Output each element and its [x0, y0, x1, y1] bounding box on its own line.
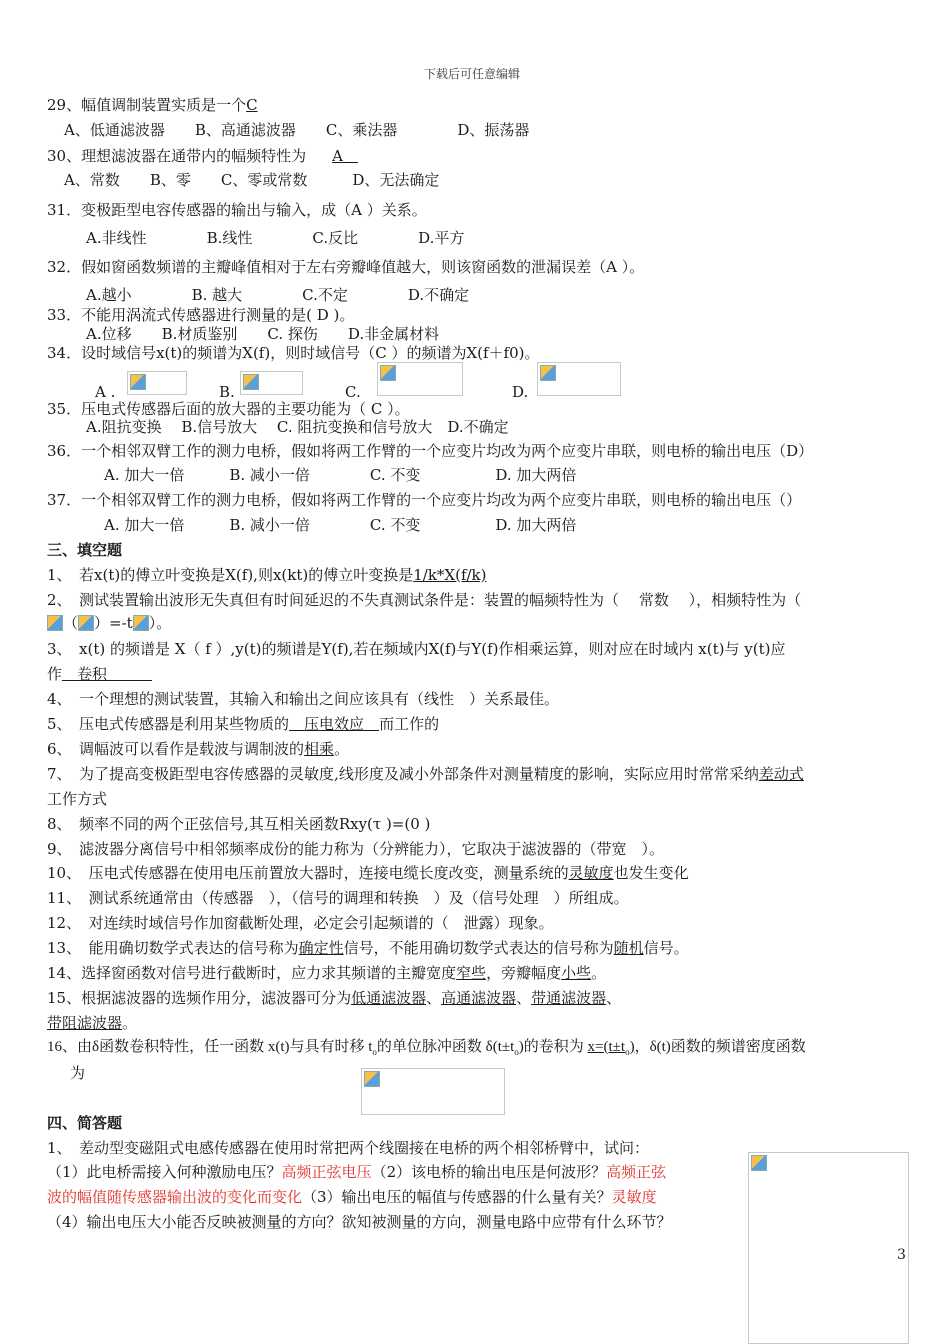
question-29: [47, 94, 258, 116]
short-answer-1-line4: （4）输出电压大小能否反映被测量的方向？欲知被测量的方向，测量电路中应带有什么环节？: [47, 1213, 672, 1231]
image-icon: [243, 374, 259, 390]
option-a-image: [127, 371, 187, 395]
fill-16: 16、由δ函数卷积特性，任一函数 x(t)与具有时移 $t_o$的单位脉冲函数 $\delta(t\pm t_o)$的卷积为 $x=(t\pm t_o)$，δ(t)函数的频谱密度函数: [47, 1039, 806, 1057]
fill-5: 5、 压电式传感器是利用某些物质的 压电效应 而工作的: [47, 715, 440, 733]
circuit-figure-image: [748, 1152, 909, 1344]
question-32-options: A.越小 B. 越大 C.不定 D.不确定: [86, 286, 470, 304]
fill-14: 14、选择窗函数对信号进行截断时，应力求其频谱的主瓣宽度窄些，旁瓣幅度小些。: [47, 964, 607, 982]
fill-6: 6、 调幅波可以看作是载波与调制波的相乘。: [47, 740, 350, 758]
fill-7: 7、 为了提高变极距型电容传感器的灵敏度,线形度及减小外部条件对测量精度的影响，实际应用时常常采纳差动式: [47, 765, 804, 783]
fill-13: 13、 能用确切数学式表达的信号称为确定性信号，不能用确切数学式表达的信号称为随机信号。: [47, 939, 689, 957]
answer: C: [246, 96, 258, 114]
fill-3: 3、 x(t) 的频谱是 X（ f ）,y(t)的频谱是Y(f),若在频域内X(f)与Y(f)作相乘运算，则对应在时域内 x(t)与 y(t)应: [47, 640, 786, 658]
fill-3-cont: 作 卷积: [47, 665, 153, 683]
image-icon: [130, 374, 146, 390]
option-c-image: [377, 362, 463, 396]
fill-10: 10、 压电式传感器在使用电压前置放大器时，连接电缆长度改变，测量系统的灵敏度也发生变化: [47, 864, 689, 882]
fill-7-cont: 工作方式: [47, 790, 108, 808]
question-31: 31．变极距型电容传感器的输出与输入，成（A ）关系。: [47, 201, 427, 219]
question-33-options: A.位移 B.材质鉴别 C. 探伤 D.非金属材料: [86, 325, 440, 343]
option-d-label: D.: [512, 383, 529, 401]
option-d-image: [537, 362, 621, 396]
question-29-options: A、低通滤波器 B、高通滤波器 C、乘法器 D、振荡器: [64, 121, 530, 139]
fill-1: 1、 若x(t)的傅立叶变换是X(f),则x(kt)的傅立叶变换是1/k*X(f/k): [47, 566, 487, 584]
section-heading-fill-in: 三、填空题: [47, 541, 123, 559]
question-text: 29、幅值调制装置实质是一个: [47, 96, 247, 114]
fill-4: 4、 一个理想的测试装置，其输入和输出之间应该具有（线性 ）关系最佳。: [47, 690, 560, 708]
answer: A: [332, 147, 343, 165]
question-36: 36．一个相邻双臂工作的测力电桥，假如将两工作臂的一个应变片均改为两个应变片串联，则电桥的输出电压（D）: [47, 442, 814, 460]
image-icon: [751, 1155, 767, 1171]
question-36-options: A. 加大一倍 B. 减小一倍 C. 不变 D. 加大两倍: [104, 466, 577, 484]
option-b-label: B.: [219, 383, 235, 401]
option-a-label: A .: [95, 383, 116, 401]
page-number: 3: [897, 1247, 906, 1263]
question-35-options: A.阻抗变换 B.信号放大 C. 阻抗变换和信号放大 D.不确定: [86, 418, 509, 436]
fill-16-cont: 为: [70, 1064, 86, 1082]
question-30-options: A、常数 B、零 C、零或常数 D、无法确定: [64, 171, 440, 189]
question-35: 35．压电式传感器后面的放大器的主要功能为（ C ）。: [47, 400, 410, 418]
question-37-options: A. 加大一倍 B. 减小一倍 C. 不变 D. 加大两倍: [104, 516, 577, 534]
fill-15-cont: 带阻滤波器。: [47, 1014, 138, 1032]
option-b-image: [240, 371, 303, 395]
fill-12: 12、 对连续时域信号作加窗截断处理，必定会引起频谱的（ 泄露）现象。: [47, 914, 554, 932]
formula-image-icon: [133, 615, 149, 631]
question-34: 34．设时域信号x(t)的频谱为X(f)，则时域信号（C ）的频谱为X(f＋f0)。: [47, 344, 540, 362]
question-31-options: A.非线性 B.线性 C.反比 D.平方: [86, 229, 465, 247]
question-37: 37．一个相邻双臂工作的测力电桥，假如将两工作臂的一个应变片均改为两个应变片串联，则电桥的输出电压（）: [47, 491, 802, 509]
fill-2-cont: （ ）=-t ）。: [47, 612, 171, 634]
short-answer-1: 1、 差动型变磁阻式电感传感器在使用时常把两个线圈接在电桥的两个相邻桥臂中，试问：: [47, 1139, 650, 1157]
image-icon: [540, 365, 556, 381]
question-text: 30、理想滤波器在通带内的幅频特性为: [47, 147, 307, 165]
page-header: 下载后可任意编辑: [424, 67, 521, 81]
short-answer-1-line3: 波的幅值随传感器输出波的变化而变化（3）输出电压的幅值与传感器的什么量有关？灵敏度: [47, 1188, 657, 1206]
question-30: [47, 145, 358, 167]
formula-image-icon: [78, 615, 94, 631]
formula-image-icon: [47, 615, 63, 631]
fill-9: 9、 滤波器分离信号中相邻频率成份的能力称为（分辨能力），它取决于滤波器的（带宽 ）。: [47, 840, 665, 858]
fill-15: 15、根据滤波器的选频作用分，滤波器可分为低通滤波器、高通滤波器、带通滤波器、: [47, 989, 622, 1007]
fill-8: 8、 频率不同的两个正弦信号,其互相关函数Rxy(τ )=(0 ): [47, 815, 431, 833]
image-icon: [364, 1071, 380, 1087]
short-answer-1-line2: （1）此电桥需接入何种激励电压？高频正弦电压（2）该电桥的输出电压是何波形？高频正弦: [47, 1163, 667, 1181]
fill-2: 2、 测试装置输出波形无失真但有时间延迟的不失真测试条件是：装置的幅频特性为（ 常数 ），相频特性为（: [47, 591, 802, 609]
section-heading-short-answer: 四、简答题: [47, 1114, 123, 1132]
option-c-label: C.: [345, 383, 361, 401]
fill-16-image: [361, 1068, 505, 1115]
image-icon: [380, 365, 396, 381]
fill-11: 11、 测试系统通常由（传感器 ），（信号的调理和转换 ）及（信号处理 ）所组成。: [47, 889, 629, 907]
question-33: 33．不能用涡流式传感器进行测量的是( D )。: [47, 306, 355, 324]
question-32: 32．假如窗函数频谱的主瓣峰值相对于左右旁瓣峰值越大，则该窗函数的泄漏误差（A ）。: [47, 258, 645, 276]
